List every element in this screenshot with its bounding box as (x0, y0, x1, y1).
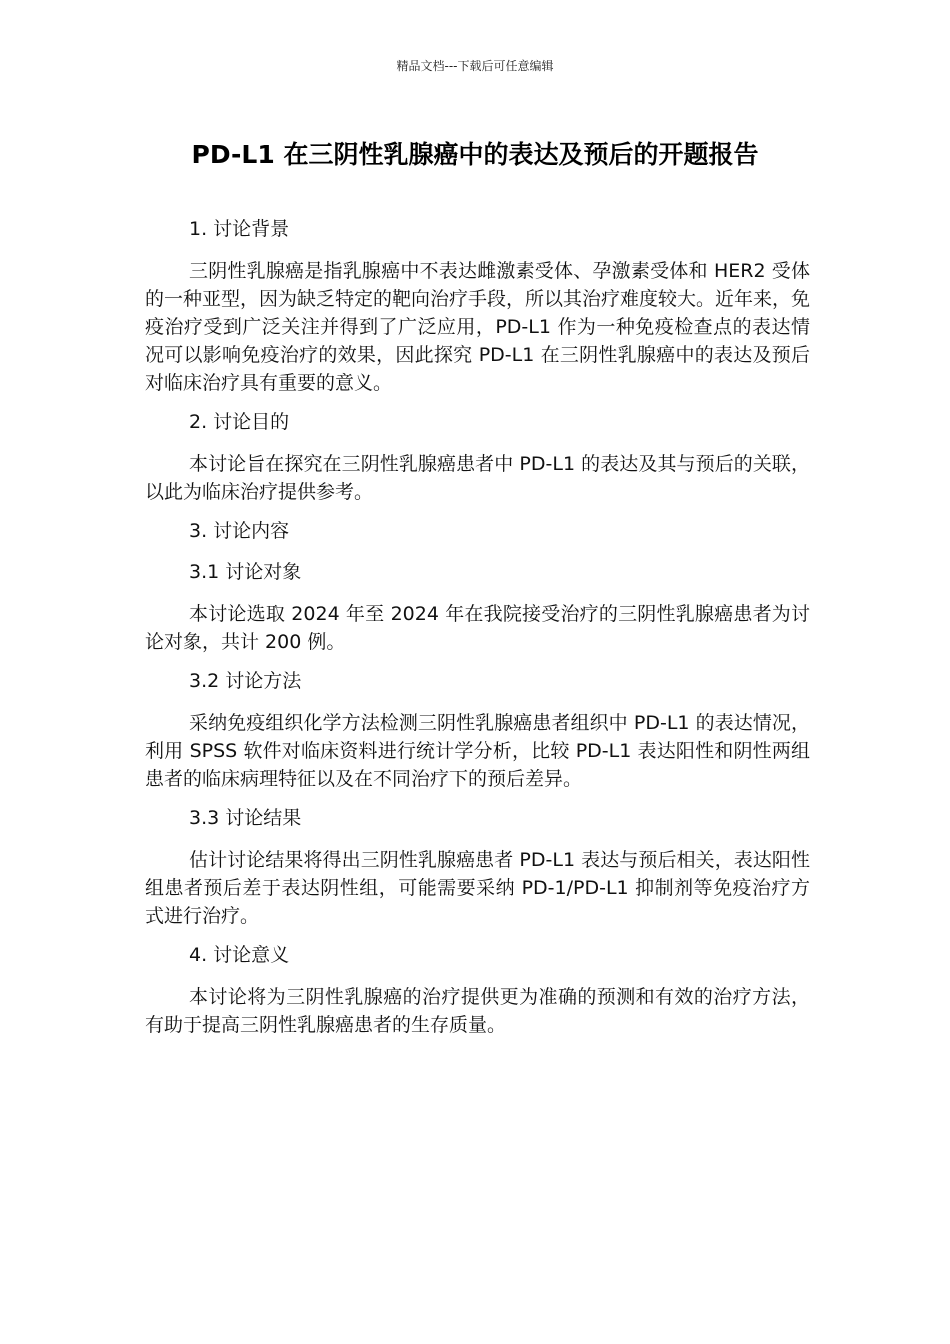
paragraph-significance: 本讨论将为三阴性乳腺癌的治疗提供更为准确的预测和有效的治疗方法，有助于提高三阴性乳腺癌患者的生存质量。 (145, 986, 810, 1036)
section-heading-purpose: 2. 讨论目的 (189, 411, 290, 433)
section-heading-background: 1. 讨论背景 (189, 218, 290, 240)
document-body (145, 216, 810, 1051)
paragraph-purpose: 本讨论旨在探究在三阴性乳腺癌患者中 PD-L1 的表达及其与预后的关联，以此为临床治疗提供参考。 (145, 453, 810, 503)
paragraph-subjects: 本讨论选取 2024 年至 2024 年在我院接受治疗的三阴性乳腺癌患者为讨论对象，共计 200 例。 (145, 603, 810, 653)
paragraph-results: 估计讨论结果将得出三阴性乳腺癌患者 PD-L1 表达与预后相关，表达阳性组患者预后差于表达阴性组，可能需要采纳 PD-1/PD-L1 抑制剂等免疫治疗方式进行治疗。 (145, 849, 810, 927)
subsection-heading-results: 3.3 讨论结果 (189, 807, 302, 829)
document-title: PD-L1 在三阴性乳腺癌中的表达及预后的开题报告 (191, 140, 759, 169)
subsection-heading-subjects: 3.1 讨论对象 (189, 561, 302, 583)
subsection-heading-methods: 3.2 讨论方法 (189, 670, 302, 692)
header-note: 精品文档---下载后可任意编辑 (396, 59, 554, 73)
section-heading-significance: 4. 讨论意义 (189, 944, 290, 966)
paragraph-background: 三阴性乳腺癌是指乳腺癌中不表达雌激素受体、孕激素受体和 HER2 受体的一种亚型，因为缺乏特定的靶向治疗手段，所以其治疗难度较大。近年来，免疫治疗受到广泛关注并得到了广泛应用，PD-L1 作为一种免疫检查点的表达情况可以影响免疫治疗的效果，因此探究 PD-L1 在三阴性乳腺癌中的表达及预后对临床治疗具有重要的意义。 (145, 260, 811, 394)
paragraph-methods: 采纳免疫组织化学方法检测三阴性乳腺癌患者组织中 PD-L1 的表达情况，利用 SPSS 软件对临床资料进行统计学分析，比较 PD-L1 表达阳性和阴性两组患者的临床病理特征以及在不同治疗下的预后差异。 (145, 712, 810, 790)
section-heading-content: 3. 讨论内容 (189, 520, 290, 542)
